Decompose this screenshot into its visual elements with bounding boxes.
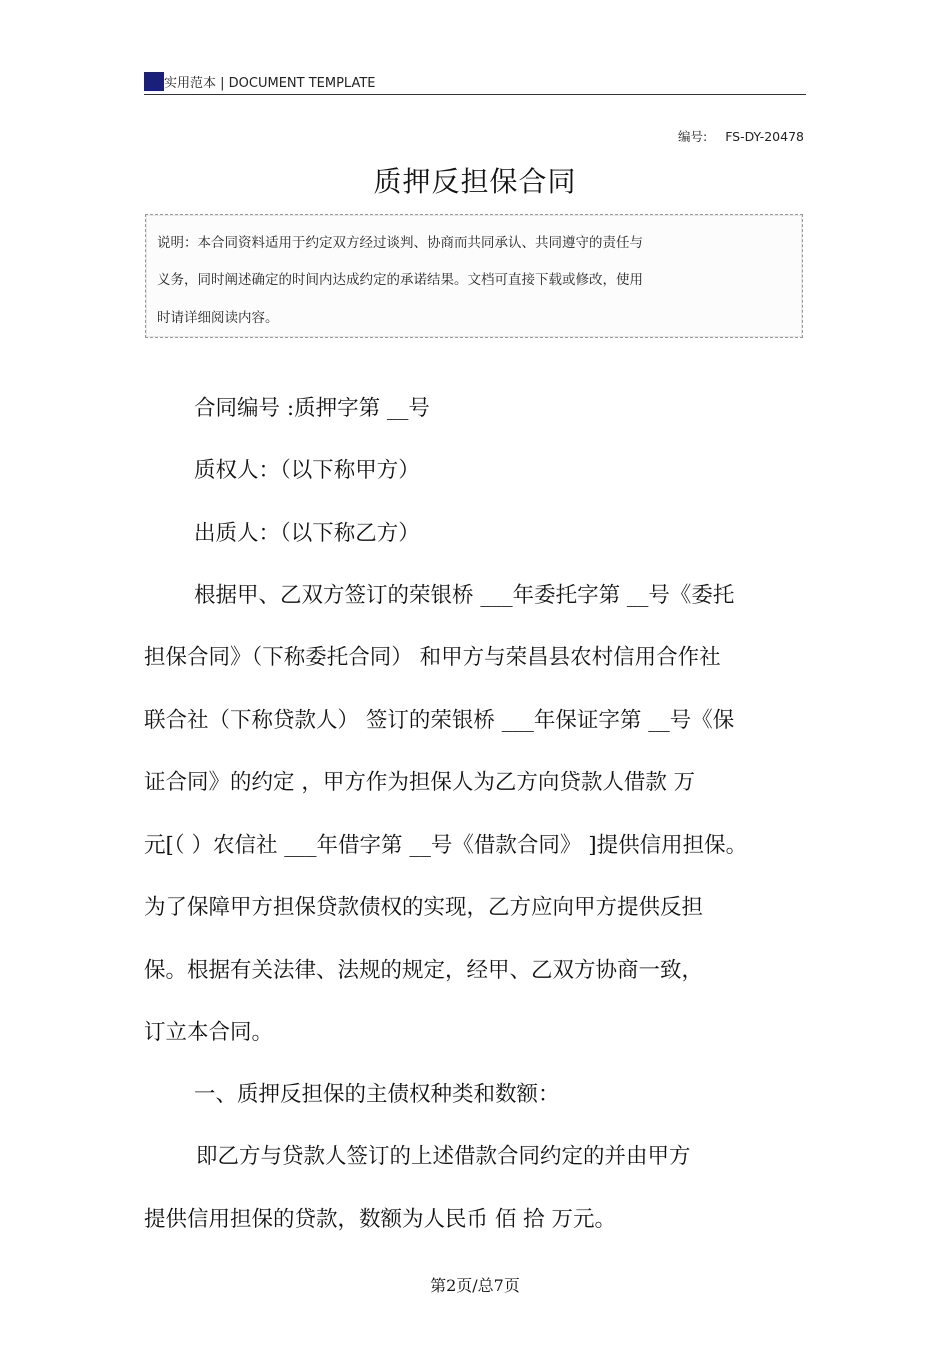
body-paragraph-line: 根据甲、乙双方签订的荣银桥 ___年委托字第 __号《委托 — [194, 583, 735, 608]
description-line: 说明：本合同资料适用于约定双方经过谈判、协商而共同承认、共同遵守的责任与 — [157, 235, 643, 251]
body-paragraph-line: 即乙方与贷款人签订的上述借款合同约定的并由甲方 — [196, 1144, 691, 1169]
body-paragraph-line: 担保合同》（下称委托合同） 和甲方与荣昌县农村信用合作社 — [144, 645, 721, 670]
pledgee-line: 质权人：（以下称甲方） — [194, 458, 420, 483]
header-text: 实用范本 | DOCUMENT TEMPLATE — [164, 76, 376, 91]
document-title: 质押反担保合同 — [373, 165, 577, 198]
pledgor-line: 出质人：（以下称乙方） — [194, 521, 420, 546]
section-heading: 一、质押反担保的主债权种类和数额： — [194, 1082, 560, 1107]
document-number-value: FS-DY-20478 — [725, 129, 804, 144]
description-box — [145, 214, 803, 338]
body-paragraph-line: 元[（ ）农信社 ___年借字第 __号《借款合同》 ]提供信用担保。 — [144, 833, 748, 858]
body-paragraph-line: 订立本合同。 — [144, 1020, 274, 1045]
contract-number-line: 合同编号 :质押字第 __号 — [194, 396, 430, 421]
page-indicator: 第2页/总7页 — [430, 1276, 520, 1295]
body-paragraph-line: 为了保障甲方担保贷款债权的实现，乙方应向甲方提供反担 — [144, 895, 704, 920]
body-paragraph-line: 保。根据有关法律、法规的规定，经甲、乙双方协商一致， — [144, 958, 704, 983]
document-header — [144, 68, 806, 95]
body-paragraph-line: 提供信用担保的贷款，数额为人民币 佰 拾 万元。 — [144, 1207, 617, 1232]
template-logo-icon — [144, 72, 164, 91]
description-line: 时请详细阅读内容。 — [157, 310, 279, 326]
body-paragraph-line: 证合同》的约定 ，甲方作为担保人为乙方向贷款人借款 万 — [144, 770, 696, 795]
body-paragraph-line: 联合社（下称贷款人） 签订的荣银桥 ___年保证字第 __号《保 — [144, 708, 735, 733]
description-line: 义务，同时阐述确定的时间内达成约定的承诺结果。文档可直接下载或修改，使用 — [157, 272, 643, 288]
document-number — [678, 127, 804, 145]
document-number-label: 编号: — [678, 129, 708, 144]
